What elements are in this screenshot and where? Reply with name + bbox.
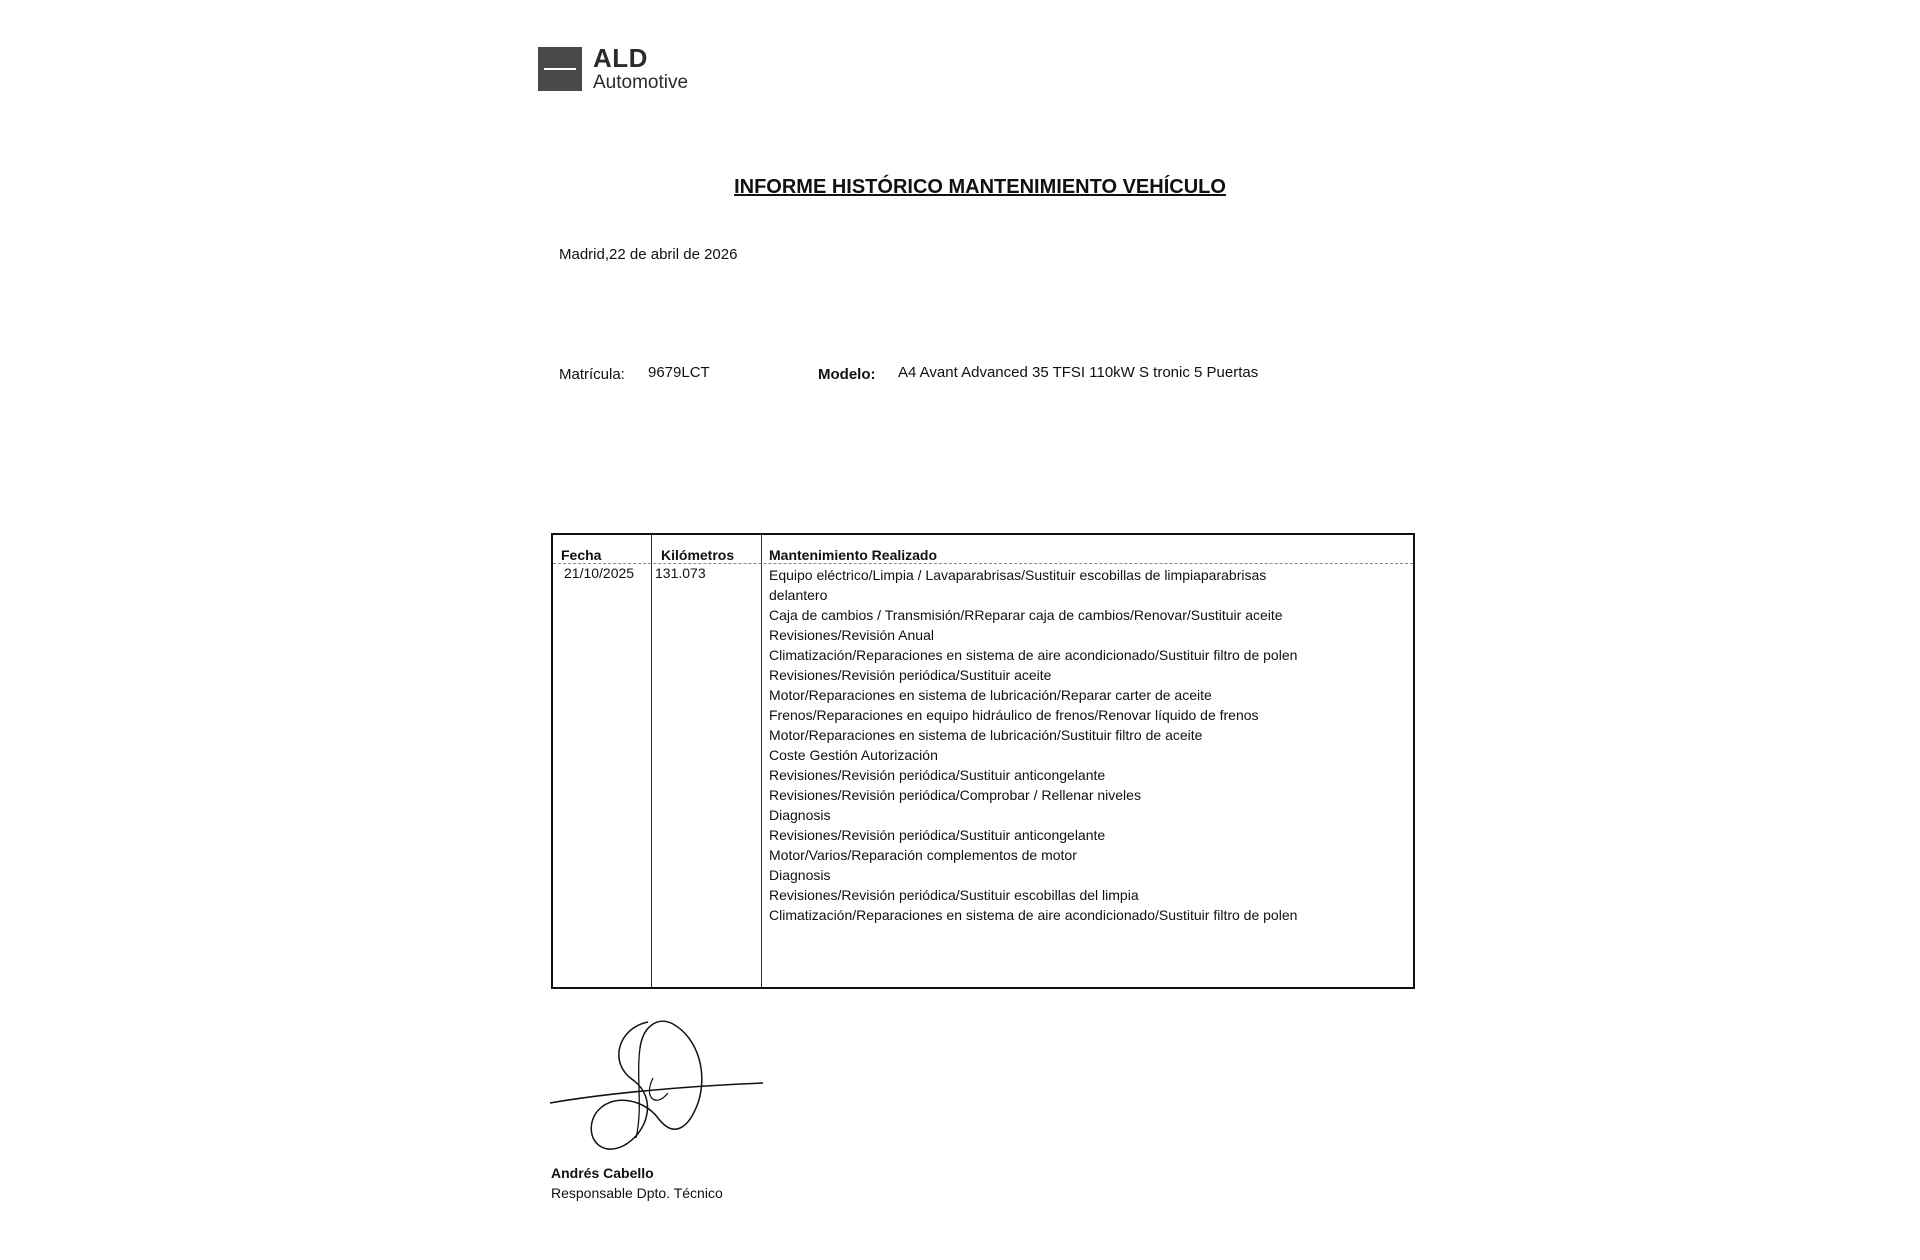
header-km: Kilómetros <box>661 547 735 563</box>
row-date: 21/10/2025 <box>564 565 635 581</box>
document-title: INFORME HISTÓRICO MANTENIMIENTO VEHÍCULO <box>734 176 1226 198</box>
maintenance-item: Revisiones/Revisión periódica/Sustituir anticongelante <box>769 767 1106 783</box>
header-date: Fecha <box>561 547 602 563</box>
maintenance-item: Revisiones/Revisión periódica/Sustituir escobillas del limpia <box>769 887 1139 903</box>
column-divider <box>761 535 762 987</box>
column-divider <box>651 535 652 987</box>
signer-name: Andrés Cabello <box>551 1165 654 1181</box>
maintenance-list <box>769 565 1309 925</box>
maintenance-item: Motor/Varios/Reparación complementos de motor <box>769 847 1077 863</box>
company-logo <box>538 45 688 92</box>
maintenance-item: Motor/Reparaciones en sistema de lubricación/Sustituir filtro de aceite <box>769 727 1203 743</box>
maintenance-item: Diagnosis <box>769 807 831 823</box>
plate-value: 9679LCT <box>648 364 710 381</box>
signer-role: Responsable Dpto. Técnico <box>551 1185 723 1201</box>
signature-image <box>548 1018 768 1163</box>
maintenance-item: Diagnosis <box>769 867 831 883</box>
logo-text <box>593 45 688 92</box>
maintenance-item: Climatización/Reparaciones en sistema de aire acondicionado/Sustituir filtro de polen <box>769 647 1298 663</box>
header-separator <box>553 563 1413 564</box>
logo-brand: ALD <box>593 43 648 73</box>
maintenance-item: Caja de cambios / Transmisión/RReparar caja de cambios/Renovar/Sustituir aceite <box>769 607 1283 623</box>
header-maintenance: Mantenimiento Realizado <box>769 547 938 563</box>
maintenance-item: Revisiones/Revisión periódica/Comprobar / Rellenar niveles <box>769 787 1141 803</box>
maintenance-item: Frenos/Reparaciones en equipo hidráulico de frenos/Renovar líquido de frenos <box>769 707 1259 723</box>
maintenance-item: Motor/Reparaciones en sistema de lubricación/Reparar carter de aceite <box>769 687 1212 703</box>
row-km: 131.073 <box>655 565 706 581</box>
maintenance-item: Revisiones/Revisión periódica/Sustituir aceite <box>769 667 1052 683</box>
plate-label: Matrícula: <box>559 366 625 383</box>
maintenance-item: Coste Gestión Autorización <box>769 747 938 763</box>
document-date: Madrid,22 de abril de 2026 <box>559 246 738 263</box>
maintenance-table <box>551 533 1415 989</box>
maintenance-item: Climatización/Reparaciones en sistema de aire acondicionado/Sustituir filtro de polen <box>769 907 1298 923</box>
maintenance-item: Revisiones/Revisión periódica/Sustituir anticongelante <box>769 827 1106 843</box>
maintenance-item: Equipo eléctrico/Limpia / Lavaparabrisas/Sustituir escobillas de limpiaparabrisas delantero <box>769 567 1267 603</box>
logo-mark-icon <box>538 47 582 91</box>
maintenance-item: Revisiones/Revisión Anual <box>769 627 934 643</box>
model-value: A4 Avant Advanced 35 TFSI 110kW S tronic 5 Puertas <box>898 364 1259 381</box>
model-label: Modelo: <box>818 366 876 383</box>
logo-subtitle: Automotive <box>593 72 689 93</box>
